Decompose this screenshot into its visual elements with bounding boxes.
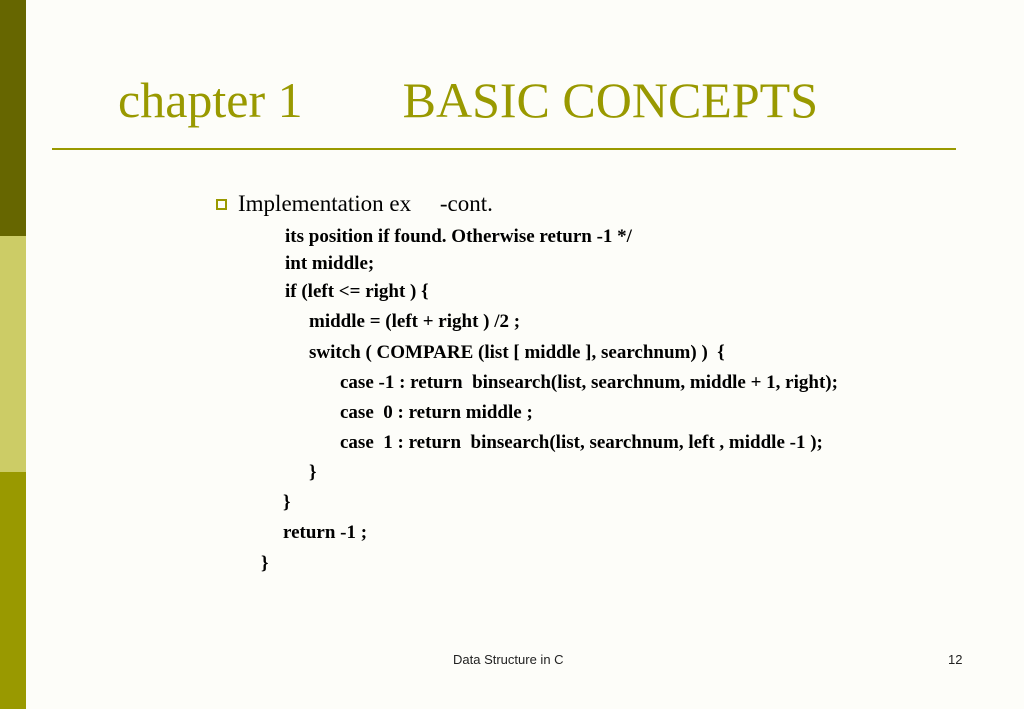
code-line: switch ( COMPARE (list [ middle ], searchnum) ) { bbox=[309, 342, 725, 363]
footer-title: Data Structure in C bbox=[453, 652, 564, 667]
code-line: case -1 : return binsearch(list, searchnum, middle + 1, right); bbox=[340, 372, 838, 393]
code-line: } bbox=[283, 492, 291, 513]
code-line: its position if found. Otherwise return -1 */ bbox=[285, 226, 632, 247]
title-divider bbox=[52, 148, 956, 150]
page-number: 12 bbox=[948, 652, 963, 667]
sidebar-stripe-light bbox=[0, 236, 26, 472]
code-line: if (left <= right ) { bbox=[285, 281, 429, 302]
code-line: middle = (left + right ) /2 ; bbox=[309, 311, 521, 332]
code-line: } bbox=[261, 553, 269, 574]
code-line: case 1 : return binsearch(list, searchnum, left , middle -1 ); bbox=[340, 432, 823, 453]
code-line: int middle; bbox=[285, 253, 375, 274]
bullet-text: Implementation ex -cont. bbox=[238, 191, 493, 216]
code-line: return -1 ; bbox=[283, 522, 368, 543]
code-line: case 0 : return middle ; bbox=[340, 402, 533, 423]
slide-title: chapter 1 BASIC CONCEPTS bbox=[118, 72, 818, 128]
code-line: } bbox=[309, 462, 317, 483]
sidebar-stripe-mid bbox=[0, 472, 26, 709]
sidebar-stripe-dark bbox=[0, 0, 26, 236]
square-bullet-icon bbox=[216, 199, 227, 210]
